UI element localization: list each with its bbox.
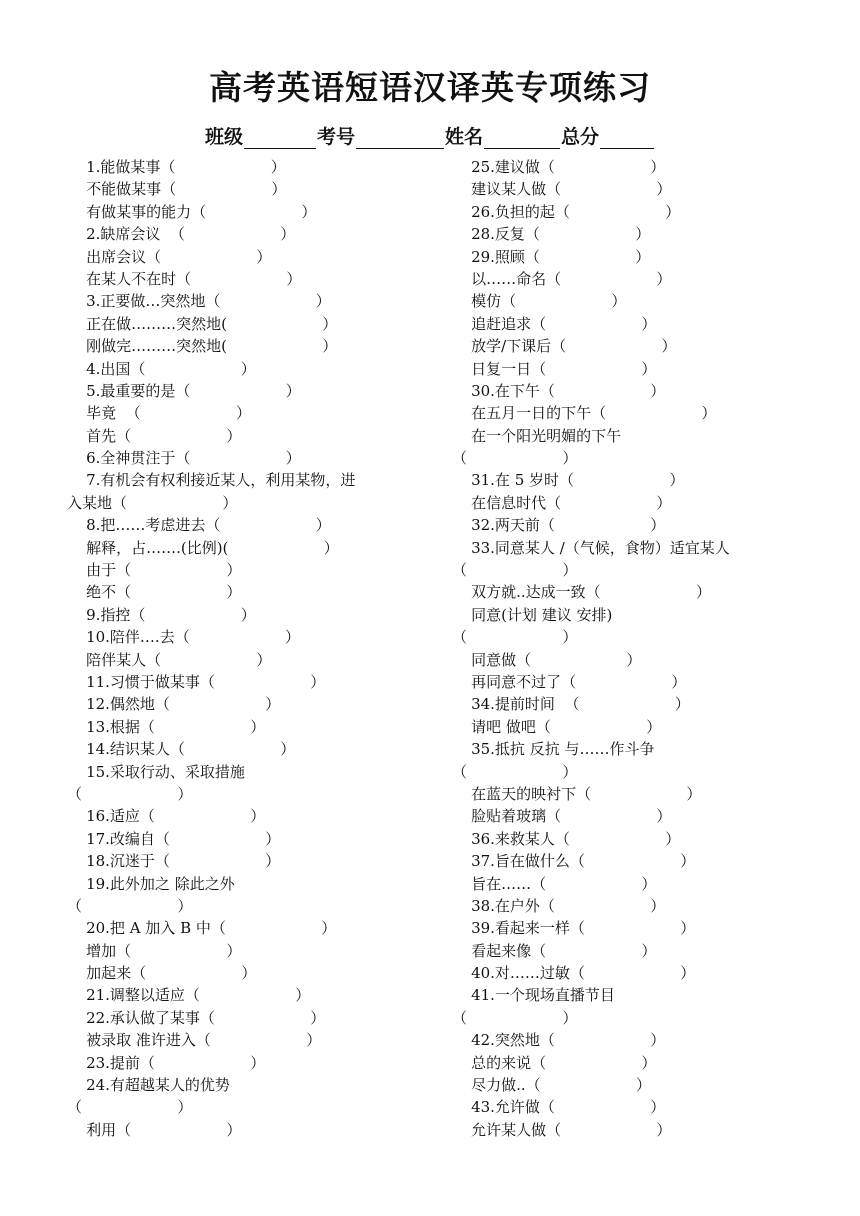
page-title: 高考英语短语汉译英专项练习	[209, 68, 651, 107]
exercise-line: （ ）	[67, 784, 193, 803]
exercise-line: （ ）	[452, 762, 578, 781]
exercise-line: 毕竟 （ ）	[67, 404, 251, 423]
exercise-line: 26.负担的起（ ）	[452, 202, 681, 221]
exercise-line: 29.照顾（ ）	[452, 247, 651, 266]
exercise-line: 旨在……（ ）	[452, 874, 657, 893]
exercise-line: （ ）	[452, 449, 578, 468]
exercise-line: 43.允许做（ ）	[452, 1098, 666, 1117]
exercise-line: 脸贴着玻璃（ ）	[452, 807, 672, 826]
exercise-line: 35.抵抗 反抗 与……作斗争	[452, 740, 655, 759]
exercise-line: 首先（ ）	[67, 426, 242, 445]
name-blank[interactable]	[484, 128, 560, 149]
exercise-line: 模仿（ ）	[452, 292, 627, 311]
exercise-line: （ ）	[67, 1098, 193, 1117]
score-blank[interactable]	[600, 128, 654, 149]
exercise-line: 33.同意某人 /（气候，食物）适宜某人	[452, 538, 730, 557]
exercise-line: 在信息时代（ ）	[452, 493, 672, 512]
exercise-line: 陪伴某人（ ）	[67, 650, 272, 669]
exercise-line: 11.习惯于做某事（ ）	[67, 672, 326, 691]
exercise-line: 正在做………突然地( ）	[67, 314, 338, 333]
exercise-line: 在五月一日的下午（ ）	[452, 404, 717, 423]
exercise-line: （ ）	[452, 1008, 578, 1027]
exercise-line: 16.适应（ ）	[67, 807, 266, 826]
exercise-line: 12.偶然地（ ）	[67, 695, 281, 714]
exercise-line: 2.缺席会议 （ ）	[67, 225, 296, 244]
exercise-line: 请吧 做吧（ ）	[452, 717, 662, 736]
exercise-line: 42.突然地（ ）	[452, 1031, 666, 1050]
exercise-line: 22.承认做了某事（ ）	[67, 1008, 326, 1027]
exercise-line: 再同意不过了（ ）	[452, 672, 687, 691]
exercise-line: （ ）	[452, 561, 578, 580]
exercise-line: 21.调整以适应（ ）	[67, 986, 311, 1005]
exercise-line: 总的来说（ ）	[452, 1053, 657, 1072]
exercise-line: 15.采取行动、采取措施	[67, 762, 245, 781]
exercise-line: （ ）	[67, 896, 193, 915]
exercise-line: 在蓝天的映衬下（ ）	[452, 784, 702, 803]
exercise-line: 解释，占…….(比例)( ）	[67, 538, 339, 557]
number-label: 考号	[316, 126, 355, 148]
exercise-line: 入某地（ ）	[67, 493, 238, 512]
exercise-line: 在一个阳光明媚的下午	[452, 426, 622, 445]
exercise-line: 5.最重要的是（ ）	[67, 381, 301, 400]
exercise-line: 8.把……考虑进去（ ）	[67, 516, 331, 535]
exercise-line: 13.根据（ ）	[67, 717, 266, 736]
exercise-line: 39.看起来一样（ ）	[452, 919, 696, 938]
exercise-line: 20.把 A 加入 B 中（ ）	[67, 919, 337, 938]
exercise-line: 追赶追求（ ）	[452, 314, 657, 333]
exercise-line: 出席会议（ ）	[67, 247, 272, 266]
exercise-line: 3.正要做…突然地（ ）	[67, 292, 331, 311]
exercise-line: 23.提前（ ）	[67, 1053, 266, 1072]
exercise-line: 19.此外加之 除此之外	[67, 874, 235, 893]
exercise-line: 4.出国（ ）	[67, 359, 256, 378]
exercise-line: 25.建议做（ ）	[452, 158, 666, 176]
student-info-line	[0, 122, 860, 149]
exercise-line: 38.在户外（ ）	[452, 896, 666, 915]
exercise-line: 1.能做某事（ ）	[67, 158, 286, 176]
name-label: 姓名	[445, 126, 484, 148]
exercise-line: 双方就..达成一致（ ）	[452, 583, 711, 602]
exercise-line: 40.对……过敏（ ）	[452, 964, 696, 983]
exercise-line: 18.沉迷于（ ）	[67, 852, 281, 871]
exercise-line: 由于（ ）	[67, 561, 242, 580]
exercise-line: 9.指控（ ）	[67, 605, 256, 624]
exercise-line: 以……命名（ ）	[452, 269, 672, 288]
exercise-line: 同意做（ ）	[452, 650, 642, 669]
exercise-line: 绝不（ ）	[67, 583, 242, 602]
exercise-line: 建议某人做（ ）	[452, 180, 672, 199]
exercise-line: 41.一个现场直播节目	[452, 986, 615, 1005]
exercise-line: 28.反复（ ）	[452, 225, 651, 244]
exercise-line: 被录取 准许进入（ ）	[67, 1031, 322, 1050]
exercise-line: 10.陪伴….去（ ）	[67, 628, 301, 647]
exercise-line: 加起来（ ）	[67, 964, 257, 983]
exercise-line: （ ）	[452, 628, 578, 647]
exercise-line: 34.提前时间 （ ）	[452, 695, 690, 714]
exercise-line: 17.改编自（ ）	[67, 829, 281, 848]
number-blank[interactable]	[356, 128, 444, 149]
exercise-line: 37.旨在做什么（ ）	[452, 852, 696, 871]
exercise-line: 在某人不在时（ ）	[67, 269, 302, 288]
class-blank[interactable]	[244, 128, 316, 149]
exercise-line: 6.全神贯注于（ ）	[67, 449, 301, 468]
exercise-line: 31.在 5 岁时（ ）	[452, 471, 685, 490]
exercise-line: 允许某人做（ ）	[452, 1120, 672, 1139]
exercise-line: 14.结识某人（ ）	[67, 740, 296, 759]
exercise-line: 同意(计划 建议 安排)	[452, 605, 613, 624]
left-column	[67, 156, 427, 1141]
exercise-line: 不能做某事（ ）	[67, 180, 287, 199]
exercise-line: 24.有超越某人的优势	[67, 1076, 230, 1095]
exercise-line: 36.来救某人（ ）	[452, 829, 681, 848]
exercise-line: 增加（ ）	[67, 941, 242, 960]
exercise-line: 有做某事的能力（ ）	[67, 202, 317, 221]
exercise-line: 看起来像（ ）	[452, 941, 657, 960]
exercise-line: 放学/下课后（ ）	[452, 337, 677, 356]
exercise-line: 30.在下午（ ）	[452, 381, 666, 400]
exercise-line: 7.有机会有权利接近某人，利用某物，进	[67, 471, 356, 490]
exercise-line: 尽力做..（ ）	[452, 1076, 651, 1095]
score-label: 总分	[561, 126, 600, 148]
right-column	[452, 156, 797, 1141]
exercise-line: 利用（ ）	[67, 1120, 242, 1139]
exercise-line: 刚做完………突然地( ）	[67, 337, 338, 356]
exercise-line: 32.两天前（ ）	[452, 516, 666, 535]
class-label: 班级	[204, 126, 243, 148]
exercise-line: 日复一日（ ）	[452, 359, 657, 378]
